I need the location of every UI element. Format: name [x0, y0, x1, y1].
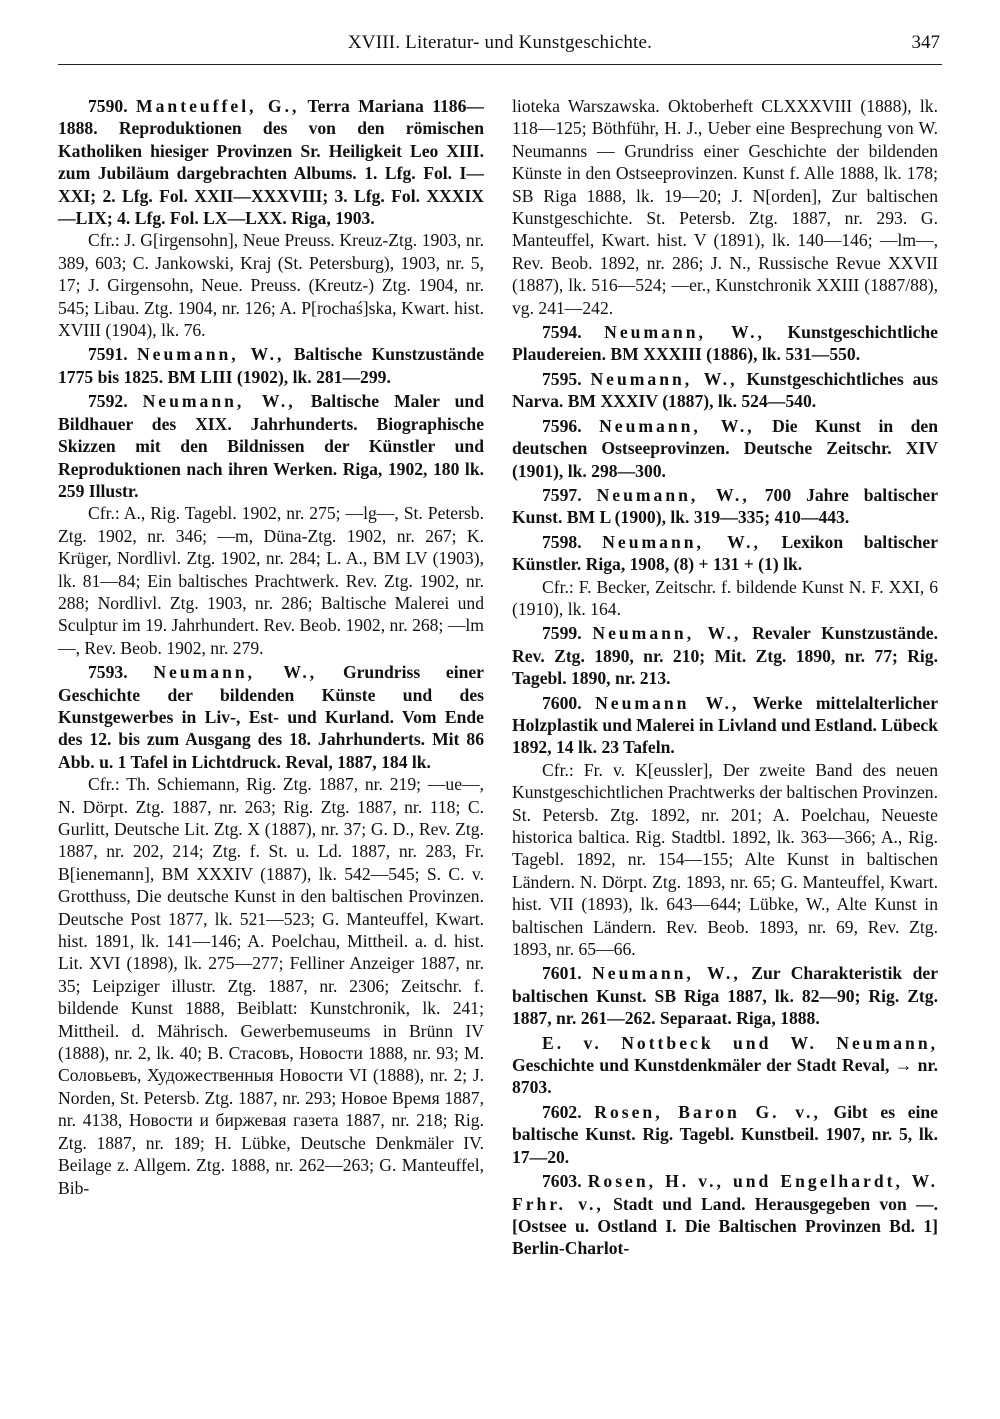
- entry-author: Neumann, W.,: [592, 963, 741, 984]
- entry-number: 7597.: [542, 484, 582, 505]
- entry-title: Baltische Kunstzustände 1775 bis 1825. BM LIII (1902), lk. 281—299.: [58, 344, 485, 387]
- entry-author: Neumann, W.,: [599, 415, 755, 436]
- entry-cfr: Cfr.: J. G[irgensohn], Neue Preuss. Kreuz-Ztg. 1903, nr. 389, 603; C. Jankowski, Kraj (St. Petersburg), 1903, nr. 5, 17; J. Girgensohn, Neue. Preuss. (Kreutz-) Ztg. 1904, nr. 545; Libau. Ztg. 1904, nr. 126; A. P[rochaś]ska, Kwart. hist. XVIII (1904), lk. 76.: [58, 230, 484, 341]
- bibliography-entry: [58, 343, 484, 388]
- page-number: 347: [911, 32, 940, 53]
- bibliography-entry: [512, 484, 938, 529]
- entry-number: 7598.: [542, 531, 582, 552]
- entry-title: Gibt es eine baltische Kunst. Rig. Tagebl. Kunstbeil. 1907, nr. 5, lk. 17—20.: [512, 1101, 938, 1167]
- entry-number: 7592.: [88, 391, 128, 412]
- entry-title: Stadt und Land. Herausgegeben von —. [Ostsee u. Ostland I. Die Baltischen Provinzen Bd. 1] Berlin-Charlot-: [512, 1193, 938, 1259]
- entry-author: Neumann, W.,: [602, 531, 761, 552]
- entry-author: Neumann W.,: [595, 692, 740, 713]
- bibliography-entry: [512, 622, 938, 689]
- bibliography-entry: [512, 415, 938, 482]
- running-head: XVIII. Literatur- und Kunstgeschichte.: [347, 32, 653, 53]
- entry-title: Kunstgeschichtliche Plaudereien. BM XXXIII (1886), lk. 531—550.: [512, 322, 938, 365]
- entry-number: 7594.: [542, 322, 582, 343]
- entry-title: Werke mittelalterlicher Holzplastik und Malerei in Livland und Estland. Lübeck 1892, 14 lk. 23 Tafeln.: [512, 692, 938, 758]
- bibliography-cross-reference: [512, 1032, 938, 1099]
- bibliography-entry: [512, 1101, 938, 1168]
- entry-title: Lexikon baltischer Künstler. Riga, 1908, (8) + 131 + (1) lk.: [512, 531, 938, 575]
- entry-title: Die Kunst in den deutschen Ostseeprovinzen. Deutsche Zeitschr. XIV (1901), lk. 298—300.: [512, 415, 938, 481]
- entry-title: Baltische Maler und Bildhauer des XIX. Jahrhunderts. Biographische Skizzen mit den Bildnissen der Künstler und Reproduktionen nach ihren Werken. Riga, 1902, 180 lk. 259 Illustr.: [58, 391, 484, 501]
- entry-cfr: Cfr.: A., Rig. Tagebl. 1902, nr. 275; —lg—, St. Petersb. Ztg. 1902, nr. 346; —m, Düna-Ztg. 1902, nr. 267; K. Krüger, Nordlivl. Ztg. 1902, nr. 284; L. A., BM LV (1903), lk. 81—84; Ein baltisches Prachtwerk. Rev. Ztg. 1902, nr. 288; Nordlivl. Ztg. 1903, nr. 286; Baltische Malerei und Sculptur im 19. Jahrhundert. Rev. Beob. 1902, nr. 268; —lm—, Rev. Beob. 1902, nr. 279.: [58, 503, 484, 658]
- entry-author: Neumann, W.,: [592, 623, 742, 644]
- bibliography-entry-continued: [512, 95, 938, 319]
- entry-author: Rosen, H. v., und Engelhardt, W. Frhr. v.,: [512, 1171, 938, 1214]
- entry-author: Neumann, W.,: [136, 344, 285, 365]
- entry-number: 7591.: [88, 344, 128, 365]
- entry-number: 7599.: [542, 623, 582, 644]
- entry-number: 7600.: [542, 692, 582, 713]
- entry-title: Kunstgeschichtliches aus Narva. BM XXXIV (1887), lk. 524—540.: [512, 368, 938, 412]
- entry-number: 7593.: [88, 662, 128, 683]
- entry-cfr: Cfr.: F. Becker, Zeitschr. f. bildende Kunst N. F. XXI, 6 (1910), lk. 164.: [512, 576, 938, 619]
- entry-cfr: lioteka Warszawska. Oktoberheft CLXXXVIII (1888), lk. 118—125; Böthführ, H. J., Ueber eine Besprechung von W. Neumanns — Grundriss einer Geschichte der bildenden Künste in den Ostseeprovinzen. Kunst f. Alle 1888, lk. 178; SB Riga 1888, lk. 19—20; J. N[orden], Zur baltischen Kunstgeschichte. St. Petersb. Ztg. 1887, nr. 293. G. Manteuffel, Kwart. hist. V (1891), lk. 140—146; —lm—, Rev. Beob. 1892, nr. 286; J. N., Russische Revue XXVII (1887), lk. 516—524; —er., Kunstchronik XXIII (1887/88), vg. 241—242.: [512, 96, 938, 318]
- entry-number: 7603.: [542, 1171, 582, 1192]
- entry-title: Geschichte und Kunstdenkmäler der Stadt Reval, → nr. 8703.: [512, 1055, 938, 1098]
- bibliography-entry: [512, 1170, 938, 1260]
- header-rule: [58, 64, 942, 65]
- entry-number: 7602.: [542, 1101, 582, 1122]
- entry-author: Neumann, W.,: [142, 391, 296, 412]
- entry-author: Neumann, W.,: [590, 368, 738, 389]
- bibliography-entry: [512, 962, 938, 1029]
- entry-author: Neumann, W.,: [153, 662, 318, 683]
- entry-author: Neumann, W.,: [596, 484, 750, 505]
- entry-author: Neumann, W.,: [604, 322, 765, 343]
- entry-number: 7590.: [88, 96, 128, 116]
- bibliography-entry: [58, 661, 484, 1199]
- right-column: [512, 95, 938, 1262]
- entry-author: Manteuffel, G.,: [136, 96, 300, 116]
- entry-title: 700 Jahre baltischer Kunst. BM L (1900), lk. 319—335; 410—443.: [512, 484, 939, 528]
- entry-cfr: Cfr.: Th. Schiemann, Rig. Ztg. 1887, nr. 219; —ue—, N. Dörpt. Ztg. 1887, nr. 263; Rig. Ztg. 1887, nr. 118; C. Gurlitt, Deutsche Lit. Ztg. X (1887), nr. 37; G. D., Rev. Ztg. 1887, nr. 202, 214; Ztg. f. St. u. Ld. 1887, nr. 283, Fr. B[ienemann], BM XXXIV (1887), lk. 542—545; S. C. v. Grotthuss, Die deutsche Kunst in den baltischen Provinzen. Deutsche Post 1877, lk. 521—523; G. Manteuffel, Kwart. hist. 1891, lk. 141—146; A. Poelchau, Mittheil. a. d. hist. Lit. XVI (1898), lk. 275—277; Felliner Anzeiger 1887, nr. 35; Leipziger illustr. Ztg. 1887, nr. 2306; Zeitschr. f. bildende Kunst 1888, Beiblatt: Kunstchronik, lk. 241; Mittheil. d. Mährisch. Gewerbemuseums in Brünn IV (1888), nr. 2, lk. 40; В. Стасовъ, Новости 1888, nr. 93; М. Соловьевъ, Художественныя Новости VI (1888), nr. 2; J. Norden, St. Petersb. Ztg. 1887, nr. 293; Новое Время 1887, nr. 4138, Новости и биржевая газета 1887, nr. 218; Rig. Ztg. 1887, nr. 189; H. Lübke, Deutsche Denkmäler IV. Beilage z. Allgem. Ztg. 1888, nr. 262—263; G. Manteuffel, Bib-: [58, 774, 484, 1198]
- page-header: [58, 32, 942, 72]
- entry-number: 7596.: [542, 415, 582, 436]
- bibliography-entry: [512, 692, 938, 961]
- entry-cfr: Cfr.: Fr. v. K[eussler], Der zweite Band des neuen Kunstgeschichtlichen Prachtwerks der baltischen Provinzen. St. Petersb. Ztg. 1892, nr. 201; A. Poelchau, Neueste historica baltica. Rig. Stadtbl. 1892, lk. 363—366; A., Rig. Tagebl. 1892, nr. 154—155; Alte Kunst in baltischen Ländern. N. Dörpt. Ztg. 1893, nr. 65; G. Manteuffel, Kwart. hist. VII (1893), lk. 643—644; Lübke, W., Alte Kunst in baltischen Ländern. Rev. Beob. 1893, nr. 69, Rev. Ztg. 1893, nr. 65—66.: [512, 759, 938, 960]
- entry-title: Grundriss einer Geschichte der bildenden Künste und des Kunstgewerbes in Liv-, Est- und Kurland. Vom Ende des 12. bis zum Ausgang des 18. Jahrhunderts. Mit 86 Abb. u. 1 Tafel in Lichtdruck. Reval, 1887, 184 lk.: [58, 662, 484, 772]
- entry-number: 7595.: [542, 368, 582, 389]
- left-column: [58, 95, 484, 1201]
- entry-author: E. v. Nottbeck und W. Neumann,: [542, 1032, 938, 1053]
- bibliography-entry: [512, 321, 938, 366]
- bibliography-entry: [58, 390, 484, 659]
- bibliography-entry: [58, 95, 484, 341]
- entry-title: Revaler Kunstzustände. Rev. Ztg. 1890, nr. 210; Mit. Ztg. 1890, nr. 77; Rig. Tagebl. 1890, nr. 213.: [512, 623, 939, 689]
- bibliography-entry: [512, 368, 938, 413]
- entry-number: 7601.: [542, 963, 582, 984]
- entry-author: Rosen, Baron G. v.,: [594, 1101, 821, 1122]
- bibliography-entry: [512, 531, 938, 621]
- entry-title: Zur Charakteristik der baltischen Kunst. SB Riga 1887, lk. 82—90; Rig. Ztg. 1887, nr. 261—262. Separaat. Riga, 1888.: [512, 963, 939, 1029]
- entry-title: Terra Mariana 1186—1888. Reproduktionen des von den römischen Katholiken hiesiger Provinzen Sr. Heiligkeit Leo XIII. zum Jubiläum dargebrachten Albums. 1. Lfg. Fol. I—XXI; 2. Lfg. Fol. XXII—XXXVIII; 3. Lfg. Fol. XXXIX—LIX; 4. Lfg. Fol. LX—LXX. Riga, 1903.: [58, 96, 484, 229]
